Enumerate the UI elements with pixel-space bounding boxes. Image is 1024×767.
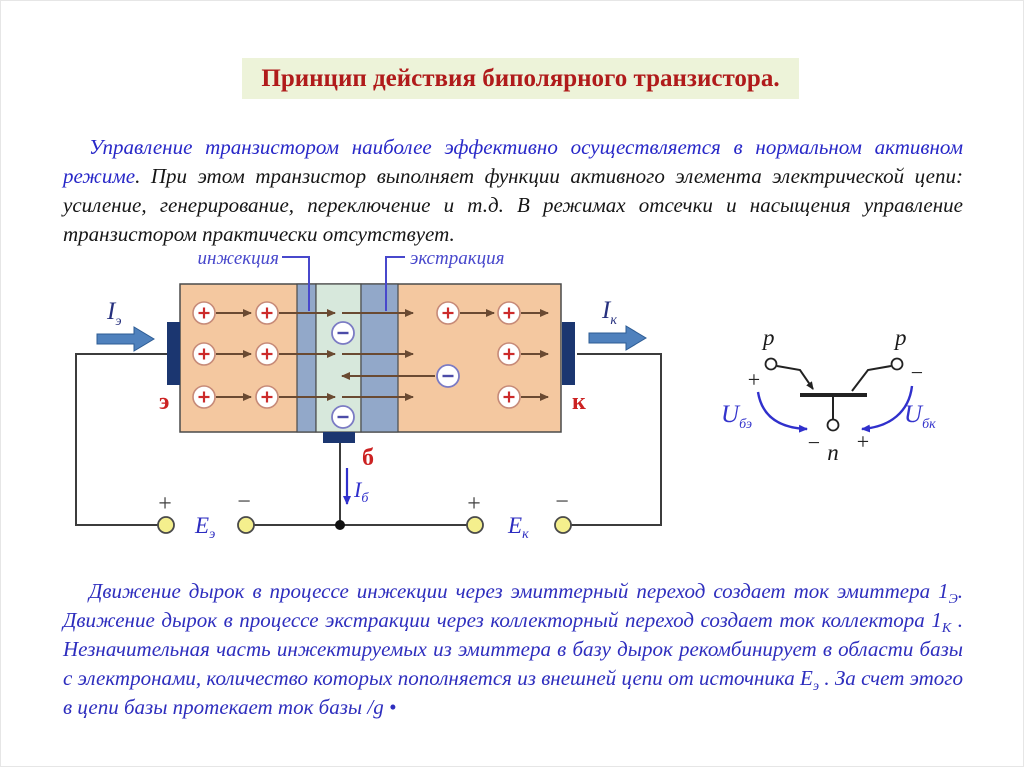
u-be-arc (758, 392, 807, 429)
u-bk-label: $U_{бк}$ (904, 401, 936, 432)
p-left-label: p (763, 325, 775, 350)
right-terminal (892, 359, 903, 370)
pnp-symbol (721, 325, 936, 465)
page-title: Принцип действия биполярного транзистора. (242, 58, 799, 99)
symbol-minus-sign: − (807, 430, 821, 455)
transistor-circuit-diagram (1, 239, 1024, 555)
emitter-letter: э (159, 389, 170, 415)
battery-minus-sign: − (555, 489, 569, 515)
symbol-plus-sign: + (856, 429, 870, 454)
subscript: Э (948, 592, 958, 608)
collector-current-arrow (589, 326, 646, 350)
wire-junction-dot (335, 520, 345, 530)
battery-minus-sign: − (237, 489, 251, 515)
intro-paragraph (63, 133, 963, 249)
collector-source-label: $E_к$ (508, 513, 529, 542)
description-text: . Движение дырок в процессе экстракции через коллекторный переход создает ток коллектора 1 (63, 579, 963, 632)
intro-paragraph-highlight: Управление транзистором наиболее эффективно осуществляется в нормальном активном режиме (63, 135, 963, 188)
collector-current-label: $I_к$ (602, 297, 617, 328)
base-contact (323, 432, 355, 443)
description-text: Движение дырок в процессе инжекции через эмиттерный переход создает ток эмиттера 1 (89, 579, 949, 603)
extraction-label: экстракция (410, 248, 505, 269)
injection-label: инжекция (197, 248, 279, 269)
base-current-label: $I_б$ (354, 477, 369, 506)
intro-paragraph-rest: . При этом транзистор выполняет функции активного элемента электрической цепи: усиление, генерирование, переключение и т.д. В режимах отсечки и насыщения управление транзистором практически отсутствует. (63, 164, 963, 246)
left-terminal (766, 359, 777, 370)
base-letter: б (362, 445, 374, 471)
emitter-source-label: $E_э$ (195, 513, 216, 542)
n-label: n (827, 440, 839, 465)
description-paragraph (63, 577, 963, 722)
description-text: . Незначительная часть инжектируемых из эмиттера в базу дырок рекомбинирует в области базы с электронами, количество которых пополняется из внешней цепи от источника E (63, 608, 963, 690)
emitter-current-arrow (97, 327, 154, 351)
emitter-junction-strip (297, 284, 316, 432)
p-right-label: p (895, 325, 907, 350)
subscript: К (941, 621, 952, 637)
collector-lead (852, 366, 891, 391)
collector-letter: к (572, 389, 586, 415)
symbol-plus-sign: + (747, 367, 761, 392)
base-terminal (828, 420, 839, 431)
description-text: . За счет этого в цепи базы протекает ток базы /g • (63, 666, 963, 719)
collector-junction-strip (361, 284, 398, 432)
collector-contact (562, 322, 575, 385)
emitter-lead (777, 366, 813, 389)
emitter-contact (167, 322, 180, 385)
subscript: э (812, 679, 820, 695)
emitter-current-label: $I_э$ (107, 298, 122, 329)
u-be-label: $U_{бэ}$ (721, 401, 753, 432)
battery-plus-sign: + (158, 491, 172, 517)
symbol-minus-sign: − (910, 360, 924, 385)
battery-plus-sign: + (467, 491, 481, 517)
